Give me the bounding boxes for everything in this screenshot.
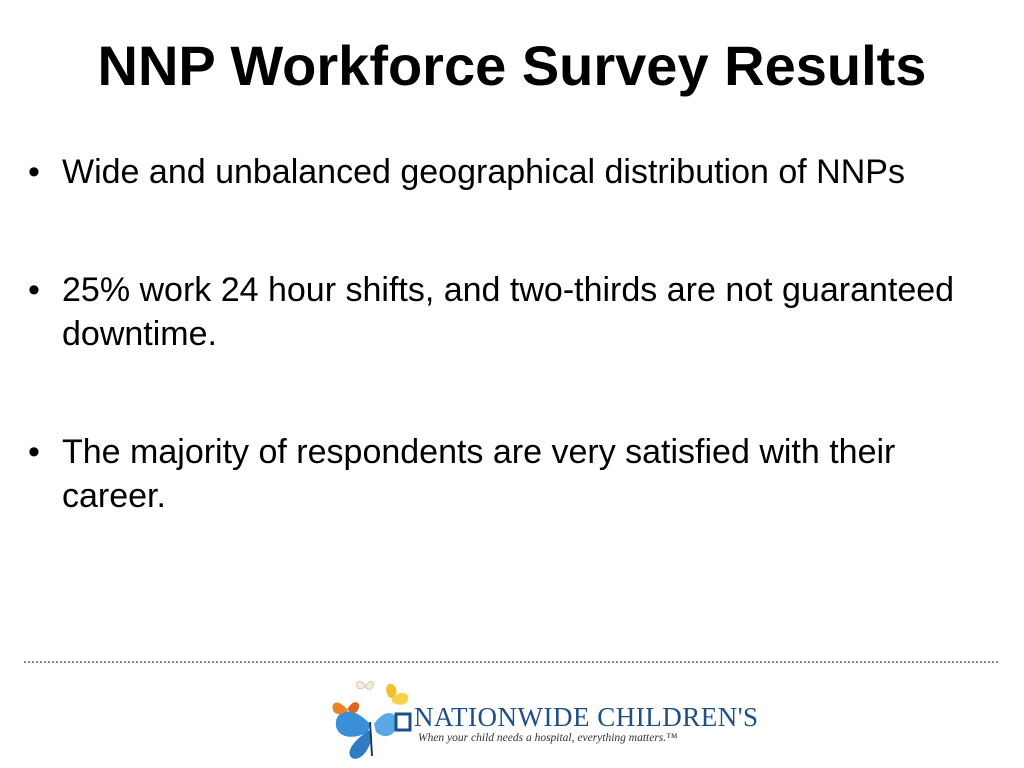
butterfly-orange-wing [348,702,359,713]
bullet-marker: • [28,433,40,471]
bullet-text: Wide and unbalanced geographical distribution of NNPs [62,153,905,191]
logo-square-mark [396,714,410,730]
bullet-list [28,150,978,592]
butterfly-white-wing [356,681,366,688]
bullet-marker: • [28,153,40,191]
bullet-item [28,150,978,194]
bullet-text: 25% work 24 hour shifts, and two-thirds are not guaranteed downtime. [62,271,955,353]
logo-wordmark: NATIONWIDE CHILDREN'S [414,702,759,732]
bullet-item [28,268,978,356]
footer-divider [24,661,998,663]
bullet-item [28,430,978,518]
nationwide-childrens-logo [330,676,759,762]
butterfly-blue-wing [336,711,370,736]
bullet-marker: • [28,271,40,309]
slide-title: NNP Workforce Survey Results [97,34,927,97]
butterfly-blue-wing [374,713,397,736]
butterfly-icon [330,676,414,762]
bullet-text: The majority of respondents are very satisfied with their career. [62,433,896,515]
logo-tagline: When your child needs a hospital, everything matters.™ [418,732,678,744]
butterfly-body [370,722,372,756]
butterfly-white-wing [366,682,373,690]
